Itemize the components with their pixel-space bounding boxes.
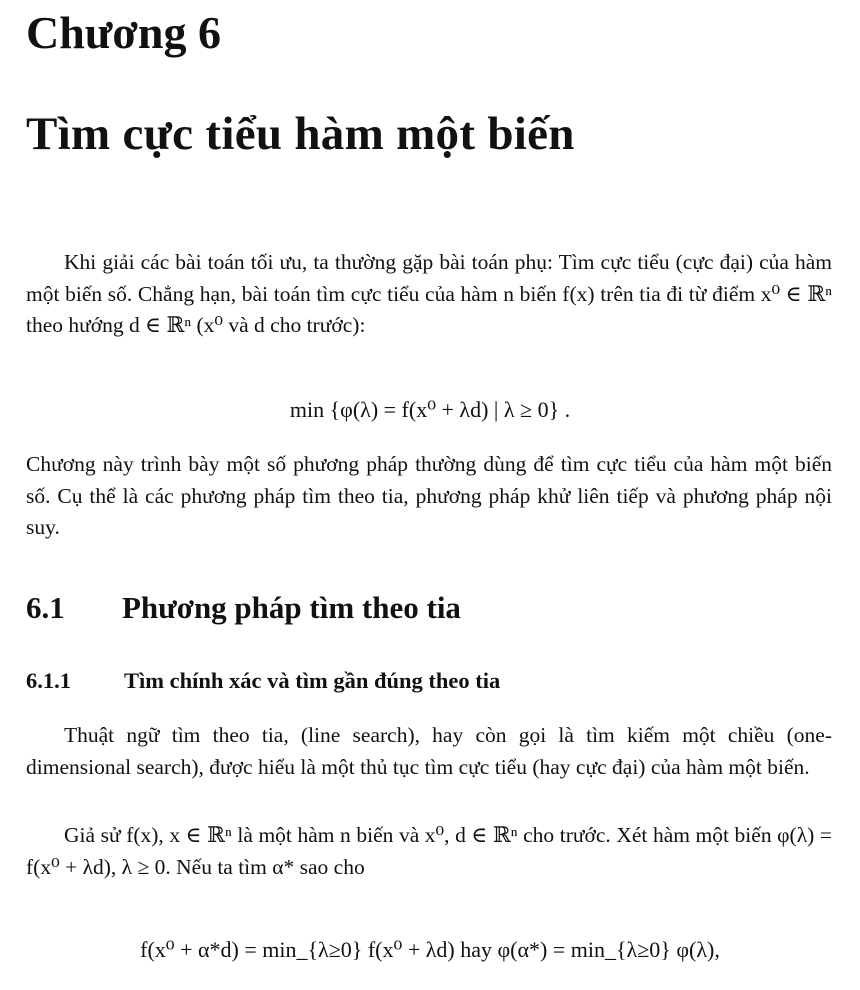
intro-equation: min {φ(λ) = f(x⁰ + λd) | λ ≥ 0} . [289,397,571,422]
subsection-heading [26,666,500,696]
section-heading [26,588,461,628]
subsection-title: Tìm chính xác và tìm gần đúng theo tia [124,668,501,693]
intro-paragraph-2: Chương này trình bày một số phương pháp thường dùng để tìm cực tiểu của hàm một biến số. Cụ thể là các phương pháp tìm theo tia, phương pháp khử liên tiếp và phương pháp nội suy. [26,452,832,539]
chapter-title: Tìm cực tiểu hàm một biến [26,108,575,160]
body-equation: f(x⁰ + α*d) = min_{λ≥0} f(x⁰ + λd) hay φ(α*) = min_{λ≥0} φ(λ), [140,937,720,962]
subsection-number: 6.1.1 [26,668,71,693]
section-title: Phương pháp tìm theo tia [122,590,461,625]
body-paragraph-4: Giả sử f(x), x ∈ ℝⁿ là một hàm n biến và x⁰, d ∈ ℝⁿ cho trước. Xét hàm một biến φ(λ) = f(x⁰ + λd), λ ≥ 0. Nếu ta tìm α* sao cho [26,823,832,879]
chapter-label: Chương 6 [26,7,221,58]
body-paragraph-3: Thuật ngữ tìm theo tia, (line search), hay còn gọi là tìm kiếm một chiều (one-dimensional search), được hiểu là một thủ tục tìm cực tiểu (hay cực đại) của hàm một biến. [26,723,832,779]
intro-paragraph-1: Khi giải các bài toán tối ưu, ta thường gặp bài toán phụ: Tìm cực tiểu (cực đại) của hàm một biến số. Chẳng hạn, bài toán tìm cực tiểu của hàm n biến f(x) trên tia đi từ điểm x⁰ ∈ ℝⁿ theo hướng d ∈ ℝⁿ (x⁰ và d cho trước): [26,250,832,337]
section-number: 6.1 [26,590,65,625]
